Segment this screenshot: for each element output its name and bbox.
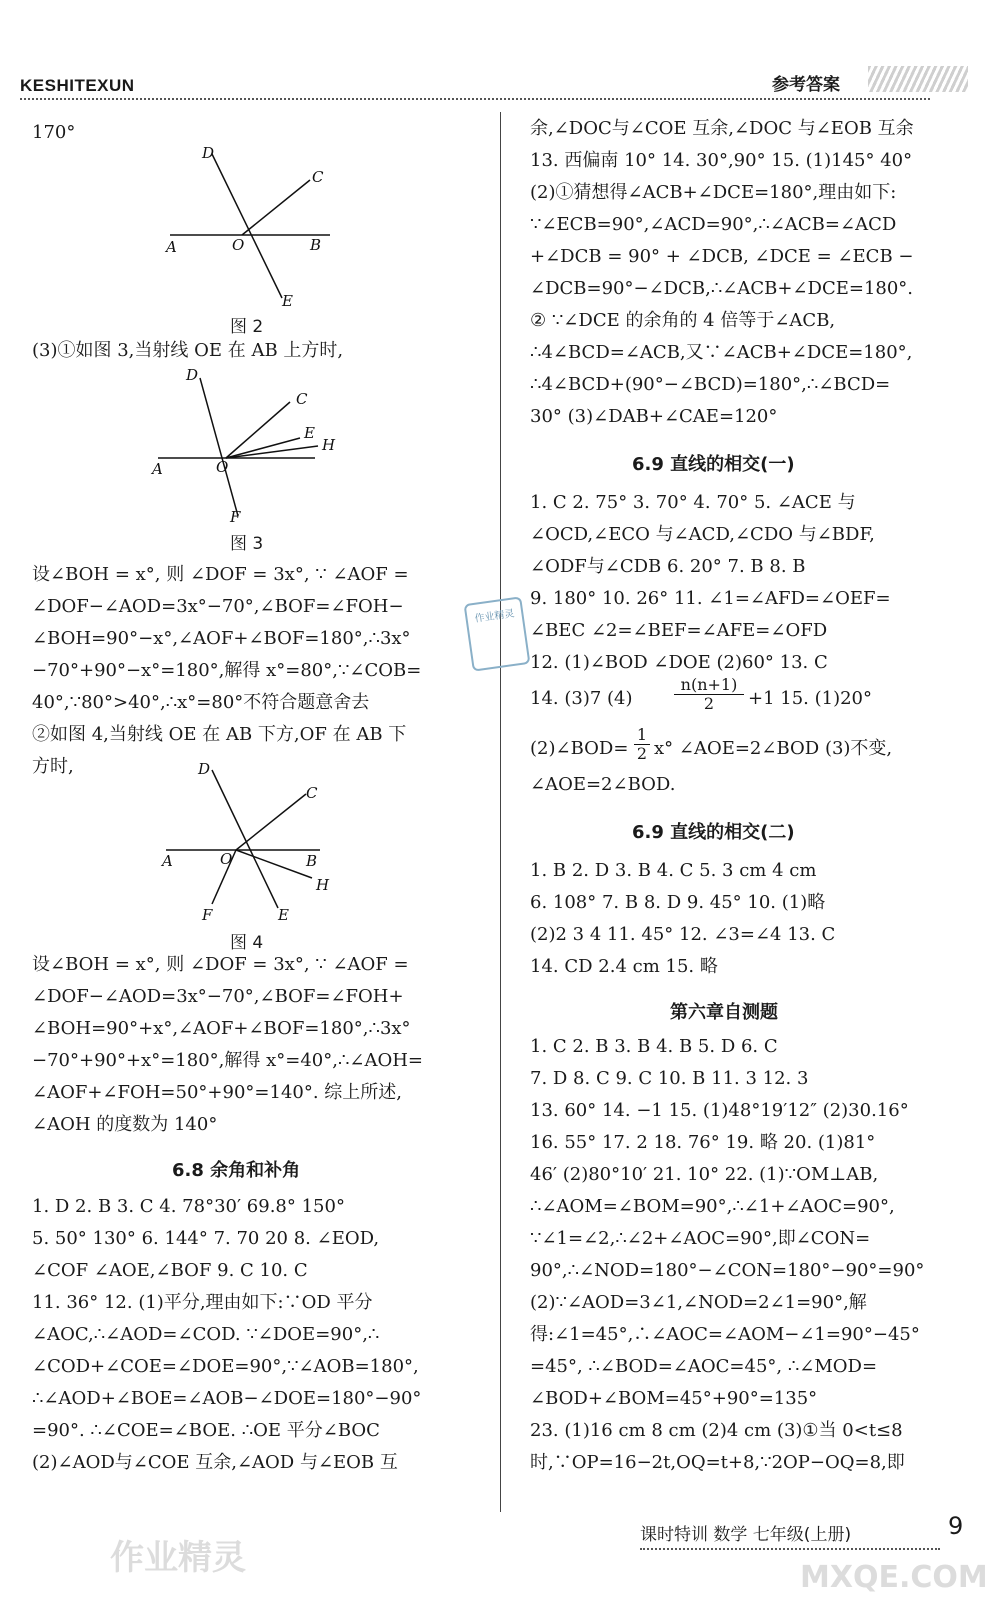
answer-line: 30° (3)∠DAB+∠CAE=120° bbox=[530, 406, 778, 427]
svg-text:H: H bbox=[322, 436, 336, 454]
svg-text:D: D bbox=[186, 366, 199, 384]
answer-line: ∠AOC,∴∠AOD=∠COD. ∵∠DOE=90°,∴ bbox=[32, 1324, 380, 1345]
answer-line: ∠BEC ∠2=∠BEF=∠AFE=∠OFD bbox=[530, 620, 828, 641]
answer-line: 9. 180° 10. 26° 11. ∠1=∠AFD=∠OEF= bbox=[530, 588, 891, 609]
fraction-denominator: 2 bbox=[703, 694, 715, 713]
fraction-numerator: 1 bbox=[634, 726, 650, 745]
answer-line: x° ∠AOE=2∠BOD (3)不变, bbox=[654, 738, 893, 759]
fraction bbox=[674, 676, 744, 713]
figure-3 bbox=[150, 366, 350, 526]
answer-line: 16. 55° 17. 2 18. 76° 19. 略 20. (1)81° bbox=[530, 1132, 876, 1153]
fraction bbox=[634, 726, 650, 763]
answer-line: 90°,∴∠NOD=180°−∠CON=180°−90°=90° bbox=[530, 1260, 925, 1281]
svg-text:H: H bbox=[316, 876, 330, 894]
answer-line: ∴∠AOM=∠BOM=90°,∴∠1+∠AOC=90°, bbox=[530, 1196, 895, 1217]
watermark-left: 作业精灵 bbox=[110, 1538, 246, 1578]
answer-line: (2)∠BOD= bbox=[530, 738, 629, 759]
answer-line: 得:∠1=45°,∴∠AOC=∠AOM−∠1=90°−45° bbox=[530, 1324, 920, 1345]
section-heading: 6.9 直线的相交(二) bbox=[632, 822, 795, 843]
answer-line: 11. 36° 12. (1)平分,理由如下:∵OD 平分 bbox=[32, 1292, 373, 1313]
svg-text:E: E bbox=[282, 292, 293, 310]
svg-text:E: E bbox=[278, 906, 289, 924]
svg-text:O: O bbox=[216, 458, 229, 476]
answer-line: (2)①猜想得∠ACB+∠DCE=180°,理由如下: bbox=[530, 182, 897, 203]
answer-line: =45°, ∴∠BOD=∠AOC=45°, ∴∠MOD= bbox=[530, 1356, 878, 1377]
answer-line: (3)①如图 3,当射线 OE 在 AB 上方时, bbox=[32, 340, 344, 361]
header-section: 参考答案 bbox=[772, 75, 840, 95]
answer-line: =90°. ∴∠COE=∠BOE. ∴OE 平分∠BOC bbox=[32, 1420, 380, 1441]
page-number: 9 bbox=[948, 1512, 964, 1540]
svg-text:B: B bbox=[306, 852, 318, 870]
answer-line: 1. C 2. B 3. B 4. B 5. D 6. C bbox=[530, 1036, 778, 1057]
answer-line: 5. 50° 130° 6. 144° 7. 70 20 8. ∠EOD, bbox=[32, 1228, 380, 1249]
answer-line: ∠BOH=90°−x°,∠AOF+∠BOF=180°,∴3x° bbox=[32, 628, 411, 649]
section-heading: 6.9 直线的相交(一) bbox=[632, 454, 795, 475]
answer-line: ∠COF ∠AOE,∠BOF 9. C 10. C bbox=[32, 1260, 308, 1281]
answer-line: ∠BOH=90°+x°,∠AOF+∠BOF=180°,∴3x° bbox=[32, 1018, 411, 1039]
header-decoration bbox=[868, 66, 968, 92]
answer-line: 1. B 2. D 3. B 4. C 5. 3 cm 4 cm bbox=[530, 860, 817, 881]
fraction-denominator: 2 bbox=[636, 744, 648, 763]
answer-line: (2)∵∠AOD=3∠1,∠NOD=2∠1=90°,解 bbox=[530, 1292, 867, 1313]
answer-line: ∠ODF与∠CDB 6. 20° 7. B 8. B bbox=[530, 556, 806, 577]
svg-text:C: C bbox=[296, 390, 308, 408]
footer-rule bbox=[640, 1548, 940, 1550]
answer-line: ∠AOF+∠FOH=50°+90°=140°. 综上所述, bbox=[32, 1082, 403, 1103]
svg-text:D: D bbox=[198, 762, 211, 778]
answer-line: 1. D 2. B 3. C 4. 78°30′ 69.8° 150° bbox=[32, 1196, 345, 1217]
svg-text:B: B bbox=[310, 236, 322, 254]
answer-line: (2)2 3 4 11. 45° 12. ∠3=∠4 13. C bbox=[530, 924, 836, 945]
svg-text:A: A bbox=[166, 238, 177, 256]
svg-text:O: O bbox=[232, 236, 245, 254]
answer-line: ∴4∠BCD+(90°−∠BCD)=180°,∴∠BCD= bbox=[530, 374, 891, 395]
answer-line: −70°+90°−x°=180°,解得 x°=80°,∵∠COB= bbox=[32, 660, 422, 681]
answer-line: 13. 60° 14. −1 15. (1)48°19′12″ (2)30.16° bbox=[530, 1100, 909, 1121]
svg-text:F: F bbox=[230, 508, 241, 526]
answer-line: ∠AOE=2∠BOD. bbox=[530, 774, 676, 795]
answer-line: 设∠BOH = x°, 则 ∠DOF = 3x°, ∵ ∠AOF = bbox=[32, 954, 409, 975]
header-rule bbox=[20, 98, 930, 100]
answer-line: 余,∠DOC与∠COE 互余,∠DOC 与∠EOB 互余 bbox=[530, 118, 914, 139]
stamp-watermark: 作业精灵 bbox=[464, 596, 531, 671]
answer-line: 7. D 8. C 9. C 10. B 11. 3 12. 3 bbox=[530, 1068, 809, 1089]
answer-line: (2)∠AOD与∠COE 互余,∠AOD 与∠EOB 互 bbox=[32, 1452, 398, 1473]
answer-line: ∵∠ECB=90°,∠ACD=90°,∴∠ACB=∠ACD bbox=[530, 214, 897, 235]
svg-text:F: F bbox=[202, 906, 213, 924]
answer-line: ②如图 4,当射线 OE 在 AB 下方,OF 在 AB 下 bbox=[32, 724, 407, 745]
answer-line: ∠AOH 的度数为 140° bbox=[32, 1114, 218, 1135]
answer-line: ∠DOF−∠AOD=3x°−70°,∠BOF=∠FOH+ bbox=[32, 986, 404, 1007]
svg-text:A: A bbox=[152, 460, 163, 478]
svg-text:D: D bbox=[202, 144, 215, 162]
svg-text:O: O bbox=[220, 850, 233, 868]
answer-line: −70°+90°+x°=180°,解得 x°=40°,∴∠AOH= bbox=[32, 1050, 424, 1071]
answer-line: ∴4∠BCD=∠ACB,又∵∠ACB+∠DCE=180°, bbox=[530, 342, 913, 363]
svg-text:A: A bbox=[162, 852, 173, 870]
answer-line: 设∠BOH = x°, 则 ∠DOF = 3x°, ∵ ∠AOF = bbox=[32, 564, 409, 585]
answer-line: 170° bbox=[32, 122, 76, 143]
section-heading: 6.8 余角和补角 bbox=[172, 1160, 301, 1181]
watermark-right: MXQE.COM bbox=[800, 1560, 988, 1595]
answer-line: +1 15. (1)20° bbox=[748, 688, 873, 709]
answer-line: ∴∠AOD+∠BOE=∠AOB−∠DOE=180°−90° bbox=[32, 1388, 422, 1409]
answer-line: 13. 西偏南 10° 14. 30°,90° 15. (1)145° 40° bbox=[530, 150, 913, 171]
answer-line: ∵∠1=∠2,∴∠2+∠AOC=90°,即∠CON= bbox=[530, 1228, 871, 1249]
figure-2 bbox=[160, 138, 360, 313]
figure-caption: 图 4 bbox=[230, 933, 264, 953]
svg-text:E: E bbox=[304, 424, 315, 442]
section-heading: 第六章自测题 bbox=[670, 1002, 778, 1023]
answer-line: ∠COD+∠COE=∠DOE=90°,∵∠AOB=180°, bbox=[32, 1356, 419, 1377]
answer-line: 40°,∵80°>40°,∴x°=80°不符合题意舍去 bbox=[32, 692, 370, 713]
svg-text:C: C bbox=[312, 168, 324, 186]
answer-line: 14. (3)7 (4) bbox=[530, 688, 633, 709]
svg-text:C: C bbox=[306, 784, 318, 802]
answer-line: 23. (1)16 cm 8 cm (2)4 cm (3)①当 0<t≤8 bbox=[530, 1420, 903, 1441]
answer-line: 46′ (2)80°10′ 21. 10° 22. (1)∵OM⊥AB, bbox=[530, 1164, 879, 1185]
answer-line: ∠DCB=90°−∠DCB,∴∠ACB+∠DCE=180°. bbox=[530, 278, 914, 299]
answer-line: 12. (1)∠BOD ∠DOE (2)60° 13. C bbox=[530, 652, 828, 673]
answer-line: 时,∵OP=16−2t,OQ=t+8,∵2OP−OQ=8,即 bbox=[530, 1452, 905, 1473]
answer-line: ② ∵∠DCE 的余角的 4 倍等于∠ACB, bbox=[530, 310, 836, 331]
answer-line: ∠OCD,∠ECO 与∠ACD,∠CDO 与∠BDF, bbox=[530, 524, 875, 545]
answer-line: ∠DOF−∠AOD=3x°−70°,∠BOF=∠FOH− bbox=[32, 596, 404, 617]
figure-caption: 图 2 bbox=[230, 317, 264, 337]
answer-line: 方时, bbox=[32, 756, 74, 777]
figure-caption: 图 3 bbox=[230, 534, 264, 554]
footer-title: 课时特训 数学 七年级(上册) bbox=[640, 1525, 852, 1545]
answer-line: 1. C 2. 75° 3. 70° 4. 70° 5. ∠ACE 与 bbox=[530, 492, 856, 513]
column-divider bbox=[500, 112, 501, 1512]
fraction-numerator: n(n+1) bbox=[674, 676, 744, 695]
answer-line: 6. 108° 7. B 8. D 9. 45° 10. (1)略 bbox=[530, 892, 826, 913]
header-brand: KESHITEXUN bbox=[20, 76, 135, 95]
figure-4 bbox=[160, 762, 360, 927]
answer-line: +∠DCB = 90° + ∠DCB, ∠DCE = ∠ECB − bbox=[530, 246, 914, 267]
answer-line: ∠BOD+∠BOM=45°+90°=135° bbox=[530, 1388, 818, 1409]
answer-line: 14. CD 2.4 cm 15. 略 bbox=[530, 956, 718, 977]
